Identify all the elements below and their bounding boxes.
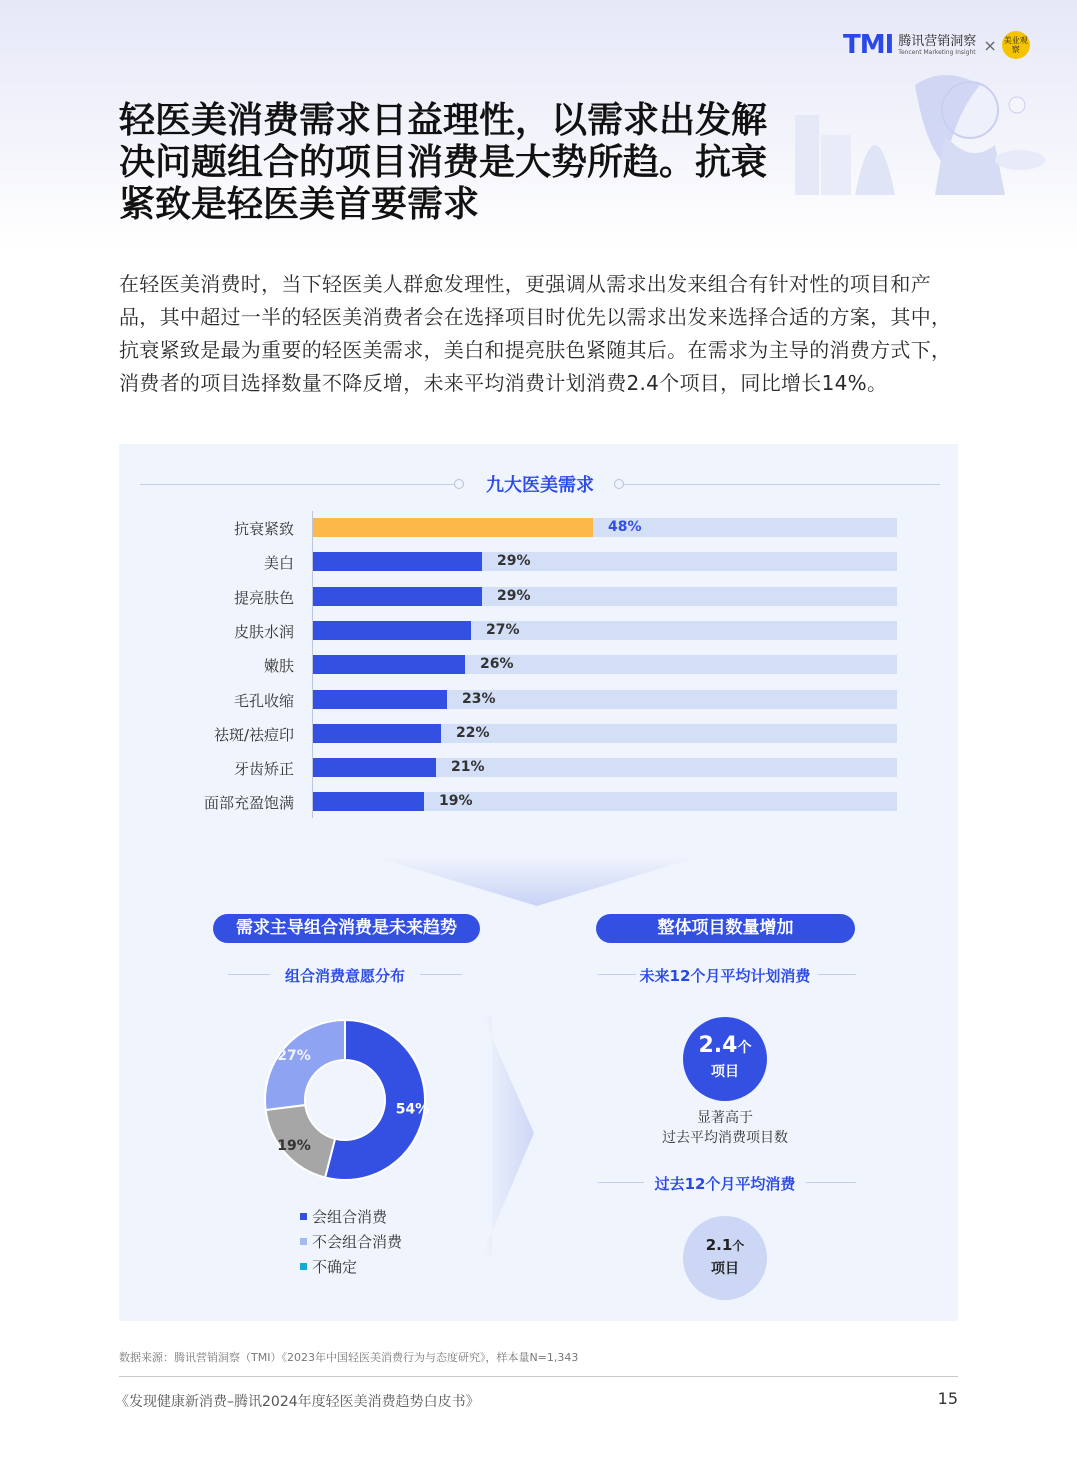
bar [313, 655, 465, 674]
bar [313, 724, 441, 743]
bar [313, 690, 447, 709]
legend-item [300, 1256, 357, 1277]
title-rule-right [624, 484, 940, 485]
bar-value-label: 19% [439, 793, 473, 809]
data-source: 数据来源：腾讯营销洞察（TMI）《2023年中国轻医美消费行为与态度研究》，样本量N=1,343 [119, 1351, 579, 1364]
donut-value-label: 19% [277, 1137, 311, 1154]
legend-label: 会组合消费 [312, 1208, 388, 1226]
chevron-right-icon [482, 1015, 542, 1255]
legend-swatch [300, 1263, 307, 1270]
collab-times-icon: × [983, 35, 997, 55]
bar-category-label: 面部充盈饱满 [203, 794, 294, 812]
rule-dot-right [614, 479, 624, 489]
bar [313, 587, 482, 606]
future-average-circle [683, 1017, 767, 1101]
legend-label: 不会组合消费 [312, 1233, 403, 1251]
legend-label: 不确定 [312, 1258, 358, 1276]
past-sub-rule-right [806, 1182, 856, 1183]
bar-category-label: 提亮肤色 [233, 589, 294, 607]
title-rule-left [140, 484, 456, 485]
future-average-value: 2.4 [698, 1033, 738, 1058]
footer-title: 《发现健康新消费–腾讯2024年度轻医美消费趋势白皮书》 [115, 1394, 480, 1410]
bar-category-label: 牙齿矫正 [233, 760, 294, 778]
future-subtitle: 未来12个月平均计划消费 [639, 967, 811, 985]
legend-item [300, 1206, 387, 1227]
legend-swatch [300, 1238, 307, 1245]
tmi-logo-mark: TMI [843, 30, 894, 60]
donut-chart [255, 1010, 435, 1190]
bar-chart-axis [312, 511, 313, 818]
left-sub-rule-right [420, 974, 462, 975]
past-average-circle [683, 1216, 767, 1300]
legend-swatch [300, 1213, 307, 1220]
bar-category-label: 祛斑/祛痘印 [213, 726, 294, 744]
page-title: 轻医美消费需求日益理性，以需求出发解决问题组合的项目消费是大势所趋。抗衰紧致是轻医美首要需求 [119, 100, 768, 225]
donut-slice [265, 1020, 345, 1110]
bar-category-label: 抗衰紧致 [233, 520, 294, 538]
bar-category-label: 皮肤水润 [233, 623, 294, 641]
bar-category-label: 嫩肤 [263, 657, 294, 675]
comparison-note-line1: 显著高于 [697, 1110, 753, 1126]
bar [313, 758, 436, 777]
intro-paragraph: 在轻医美消费时，当下轻医美人群愈发理性，更强调从需求出发来组合有针对性的项目和产品，其中超过一半的轻医美消费者会在选择项目时优先以需求出发来选择合适的方案，其中，抗衰紧致是最为重要的轻医美需求，美白和提亮肤色紧随其后。在需求为主导的消费方式下，消费者的项目选择数量不降反增，未来平均消费计划消费2.4个项目，同比增长14%。 [119, 272, 952, 395]
bar-chart-title: 九大医美需求 [486, 475, 594, 496]
funnel-arrow-shape [372, 856, 702, 908]
legend-item [300, 1231, 402, 1252]
left-section-pill: 需求主导组合消费是未来趋势 [213, 914, 480, 943]
bar-value-label: 29% [497, 588, 531, 604]
future-average-unit: 个 [737, 1040, 752, 1056]
page-number: 15 [937, 1389, 958, 1408]
bar-value-label: 23% [462, 691, 496, 707]
bar-value-label: 26% [480, 656, 514, 672]
bar-value-label: 21% [451, 759, 485, 775]
comparison-note-line2: 过去平均消费项目数 [662, 1130, 788, 1146]
bar-value-label: 27% [486, 622, 520, 638]
past-sub-rule-left [598, 1182, 644, 1183]
bar [313, 552, 482, 571]
bar-value-label: 29% [497, 553, 531, 569]
donut-value-label: 27% [277, 1048, 311, 1065]
bar-category-label: 美白 [263, 554, 294, 572]
past-average-unit: 个 [732, 1239, 745, 1253]
left-sub-rule-left [228, 974, 270, 975]
partner-logo: 美业观察 [1002, 31, 1030, 59]
right-sub-rule-right [818, 974, 856, 975]
future-average-item: 项目 [711, 1064, 739, 1080]
footer-rule [119, 1376, 958, 1377]
past-subtitle: 过去12个月平均消费 [654, 1175, 796, 1193]
donut-value-label: 54% [395, 1101, 430, 1118]
past-average-item: 项目 [711, 1261, 739, 1277]
illustration-woman-city [795, 75, 1055, 225]
bar-category-label: 毛孔收缩 [233, 692, 294, 710]
comparison-note [620, 1108, 830, 1148]
bar-value-label: 48% [608, 519, 642, 535]
bar [313, 792, 424, 811]
brand-logo [843, 30, 1030, 60]
bar [313, 621, 471, 640]
right-section-pill: 整体项目数量增加 [596, 914, 855, 943]
bar [313, 518, 593, 537]
past-average-value: 2.1 [705, 1236, 733, 1254]
donut-subtitle: 组合消费意愿分布 [284, 967, 405, 985]
bar-value-label: 22% [456, 725, 490, 741]
logo-english-name: Tencent Marketing Insight [898, 48, 976, 56]
logo-chinese-name: 腾讯营销洞察 [898, 33, 977, 49]
